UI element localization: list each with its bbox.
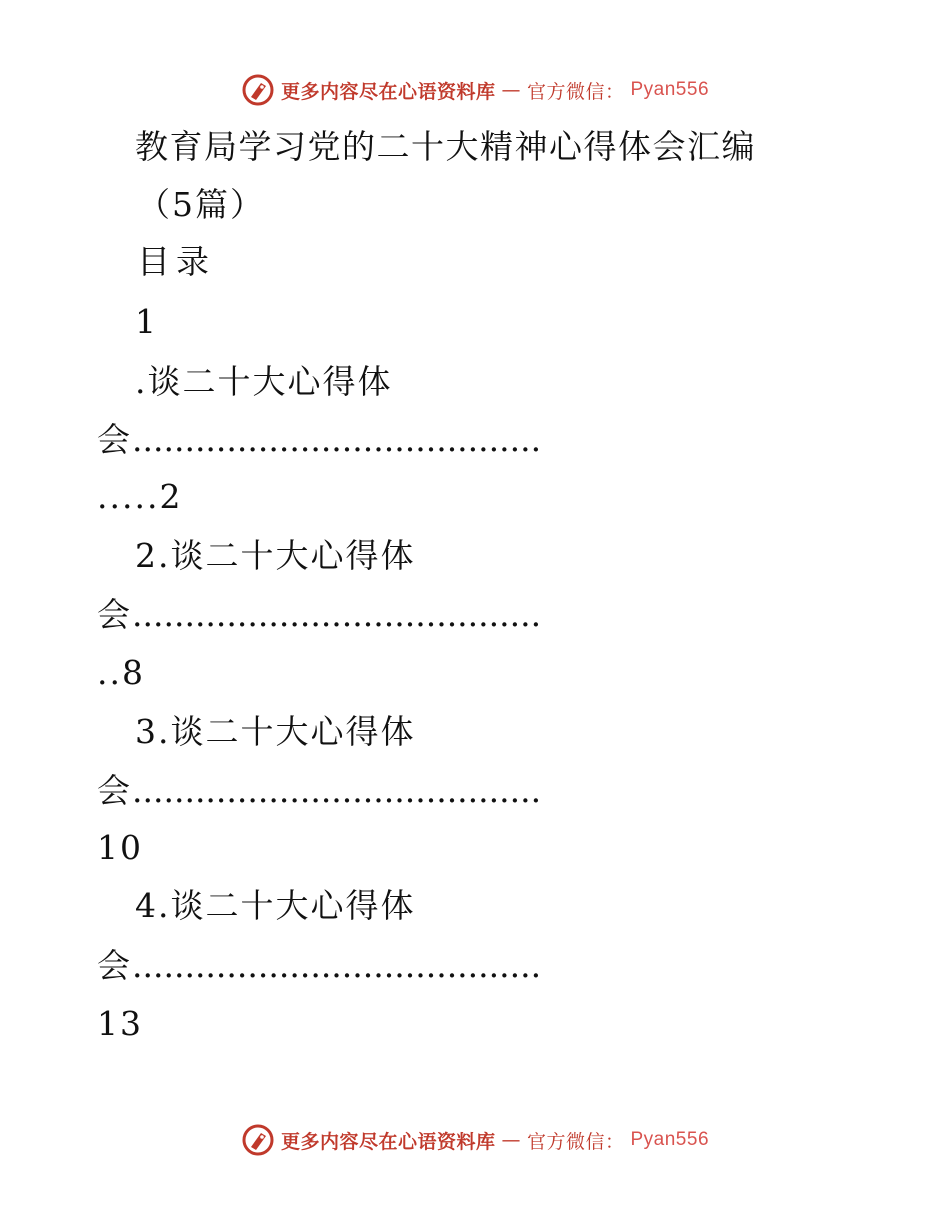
toc-item-1-cont: 会 bbox=[97, 420, 132, 459]
toc-item-4-cont: 会 bbox=[97, 946, 132, 985]
toc-item-4-page: 13 bbox=[97, 1004, 143, 1043]
toc-item-2-dots: ....................................... bbox=[132, 595, 542, 634]
toc-item-1-label: .谈二十大心得体 bbox=[135, 362, 393, 401]
watermark-wechat-id: Pyan556 bbox=[630, 79, 710, 100]
toc-item-3-dots: ....................................... bbox=[132, 771, 542, 810]
watermark-main-text: 更多内容尽在心语资料库 bbox=[280, 80, 496, 103]
toc-item-2-page: ..8 bbox=[97, 653, 145, 692]
toc-item-4-leader bbox=[97, 946, 857, 986]
document-title: 教育局学习党的二十大精神心得体会汇编 bbox=[135, 127, 756, 166]
toc-item-2-cont: 会 bbox=[97, 595, 132, 634]
toc-heading: 目录 bbox=[137, 242, 215, 281]
toc-item-3-label: 3.谈二十大心得体 bbox=[135, 712, 416, 751]
toc-item-1-page: .....2 bbox=[97, 477, 183, 516]
document-subtitle: （5篇） bbox=[137, 185, 265, 224]
toc-item-3-leader bbox=[97, 771, 857, 811]
toc-item-1-number: 1 bbox=[135, 302, 158, 341]
toc-item-2-label: 2.谈二十大心得体 bbox=[135, 536, 416, 575]
watermark-wechat-label: 官方微信： bbox=[526, 80, 625, 103]
pen-nib-logo-icon bbox=[241, 1123, 275, 1157]
footer-watermark bbox=[0, 1122, 950, 1158]
toc-item-3-cont: 会 bbox=[97, 771, 132, 810]
watermark-separator: — bbox=[501, 1129, 521, 1151]
toc-item-4-label: 4.谈二十大心得体 bbox=[135, 886, 416, 925]
watermark-wechat-label: 官方微信： bbox=[526, 1130, 625, 1153]
pen-nib-logo-icon bbox=[241, 73, 275, 107]
watermark-main-text: 更多内容尽在心语资料库 bbox=[280, 1130, 496, 1153]
toc-item-4-dots: ....................................... bbox=[132, 946, 542, 985]
toc-item-2-leader bbox=[97, 595, 857, 635]
toc-item-1-leader bbox=[97, 420, 857, 460]
watermark-separator: — bbox=[501, 79, 521, 101]
toc-item-3-page: 10 bbox=[97, 828, 143, 867]
header-watermark bbox=[0, 72, 950, 108]
watermark-wechat-id: Pyan556 bbox=[630, 1129, 710, 1150]
toc-item-1-dots: ....................................... bbox=[132, 420, 542, 459]
